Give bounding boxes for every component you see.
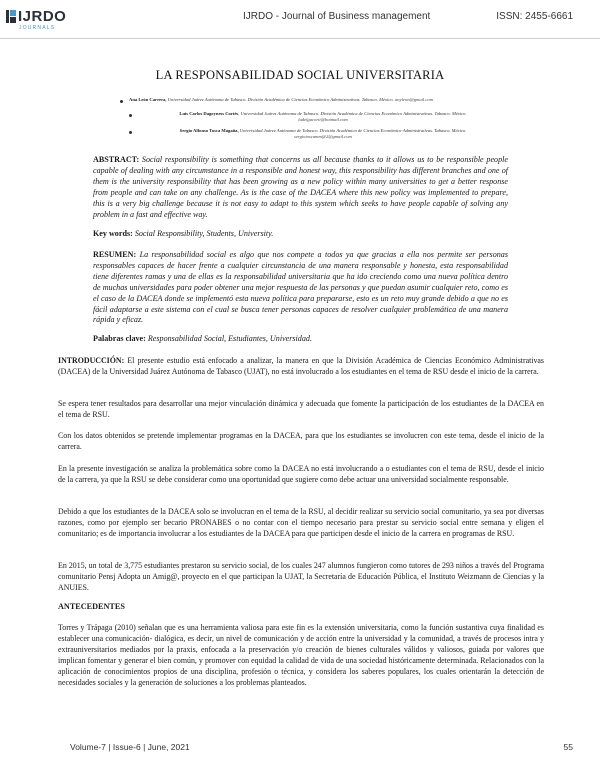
- page-number: 55: [563, 742, 573, 752]
- keywords: [93, 229, 273, 240]
- resumen-label: RESUMEN:: [93, 250, 137, 259]
- palabras-clave: [93, 334, 312, 345]
- author-bullet-icon: [129, 131, 132, 134]
- author-2: [138, 111, 508, 123]
- author-affiliation: Universidad Juárez Autónoma de Tabasco. División Académica de Ciencias Económico Administrativas. Tabasco. México.: [167, 97, 394, 102]
- author-1: [129, 97, 529, 103]
- issn: ISSN: 2455-6661: [496, 11, 573, 22]
- body-paragraph: Con los datos obtenidos se pretende implementar programas en la DACEA, para que los estudiantes se involucren con este tema, desde el inicio de la carrera.: [58, 431, 544, 451]
- intro-label: INTRODUCCIÓN:: [58, 356, 125, 365]
- section-heading: ANTECEDENTES: [58, 602, 125, 611]
- abstract-label: ABSTRACT:: [93, 155, 140, 164]
- author-name: Ana León Carrera,: [129, 97, 167, 102]
- logo-mark-icon: [6, 10, 16, 23]
- logo-text: IJRDO: [18, 8, 67, 25]
- body-paragraph: Se espera tener resultados para desarrollar una mejor vinculación dinámica y adecuada que fomente la participación de los estudiantes de la DACEA en el tema de RSU.: [58, 399, 544, 419]
- intro-paragraph: [58, 355, 544, 377]
- keywords-label: Key words:: [93, 229, 133, 238]
- author-affiliation: , Universidad Juárez Autónoma de Tabasco. División Académica de Ciencias Económico Administrativas. Tabasco. México.: [238, 111, 467, 116]
- antecedentes-paragraph: Torres y Trápaga (2010) señalan que es una herramienta valiosa para este fin es la extensión universitaria, como la función sustantiva cuya finalidad es establecer una comunicación- dialógica, es decir, un nivel de comunicación y de acción entre la universidad y la comunidad, a través de procesos intra y extrauniversitarios mediados por la praxis, enfocada a la preservación y/o creación de bienes culturales válidos y valiosos, guiada por valores que implican fomentar y generar el bien común, y promover con equidad la calidad de vida de una sociedad históricamente determinada. Relacionados con la aplicación de conocimientos propios de una disciplina, profesión o técnica, y considera los saberes populares, los cuales orientarán la detección de necesidades sociales y la generación de soluciones a los problemas planteados.: [58, 623, 544, 687]
- abstract: [93, 155, 508, 220]
- author-email[interactable]: anyleon@gmail.com: [394, 97, 434, 102]
- author-3: [138, 128, 508, 140]
- header-divider: [0, 38, 600, 39]
- logo-subtext: JOURNALS: [19, 25, 56, 31]
- palabras-text: Responsabilidad Social, Estudiantes, Universidad.: [145, 334, 312, 343]
- author-bullet-icon: [120, 100, 123, 103]
- page-header: [0, 0, 600, 40]
- footer-volume: Volume-7 | Issue-6 | June, 2021: [70, 742, 190, 752]
- author-email[interactable]: ludelgacorti@hotmail.com: [298, 117, 348, 122]
- paper-title: LA RESPONSABILIDAD SOCIAL UNIVERSITARIA: [155, 68, 445, 82]
- body-paragraph: En 2015, un total de 3,775 estudiantes prestaron su servicio social, de los cuales 247 alumnos fungieron como tutores de 293 niños a través del Programa comunitario Pensj Adopta un Amig@, proyecto en el que participan la UJAT, la Secretaría de Educación Pública, el Instituto Weizmann de Ciencias y la ANUIES.: [58, 561, 544, 592]
- keywords-text: Social Responsibility, Students, University.: [132, 229, 274, 238]
- intro-text: El presente estudio está enfocado a analizar, la manera en que la División Académica de Ciencias Económico Administrativas (DACEA) de la Universidad Juárez Autónoma de Tabasco (UJAT), no está involucrado a los estudiantes en el tema de RSU desde el inicio de la carrera.: [58, 356, 544, 376]
- body-paragraph: En la presente investigación se analiza la problemática sobre como la DACEA no está involucrando a o estudiantes con el tema de RSU, desde el inicio de la carrera, ya que la RSU se debe considerar como una oportunidad que sugiere como debe actuar una universidad socialmente responsable.: [58, 464, 544, 484]
- author-email[interactable]: sergiotoscamm@2@gmail.com: [294, 134, 352, 139]
- journal-logo: [6, 8, 76, 32]
- journal-name: IJRDO - Journal of Business management: [243, 11, 431, 22]
- author-name: Luis Carlos Dagoyness Cortés: [179, 111, 239, 116]
- author-name: Sergio Alfonso Tosca Magaña,: [179, 128, 239, 133]
- body-paragraph: Debido a que los estudiantes de la DACEA solo se involucran en el tema de la RSU, al decidir realizar su servicio social comunitario, ya sea por diversas razones, como por ejemplo ser becario PRONABES o no contar con el tiempo necesario para prestar su servicio social entre semana y eligen el comunitario; es de importancia involucrar a los estudiantes de la DACEA para que participen desde el inicio de la carrera en programas de RSU.: [58, 507, 544, 538]
- resumen: [93, 250, 508, 326]
- abstract-text: Social responsibility is something that concerns us all because thanks to it allows us to be responsible people capable of dealing with any circumstance in a responsible and honest way, this responsibility has different branches and one of them is the university responsibility that has been growing as a new policy within many universities to get a better response from people and can take on any challenge. As is the case of the DACEA where this new policy was implemented to prepare, this is a very big challenge because it is not easy to adapt to this system which seeks to have people capable of solving any problem in a fast and effective way.: [93, 155, 508, 219]
- palabras-label: Palabras clave:: [93, 334, 146, 343]
- resumen-text: La responsabilidad social es algo que nos compete a todos ya que gracias a ella nos permite ser personas responsables capaces de hacer frente a cualquier circunstancia de una manera responsable y honesta, esta responsabilidad tiene diferentes ramas y una de ellas es la responsabilidad universitaria que ha ido creciendo como una nueva política dentro de muchas universidades para poder obtener una mejor respuesta de las personas y que puedan asumir cualquier reto, como es el caso de la DACEA donde se implementó esta nueva política para prepararse, esto es un reto muy grande debido a que no es fácil adaptarse a este sistema con el cual se busca tener personas capaces de resolver cualquier problemática de una manera rápida y eficaz.: [93, 250, 508, 325]
- author-bullet-icon: [129, 114, 132, 117]
- author-affiliation: Universidad Juárez Autónoma de Tabasco. División Académica de Ciencias Económico-Administrativas. Tabasco. México.: [239, 128, 467, 133]
